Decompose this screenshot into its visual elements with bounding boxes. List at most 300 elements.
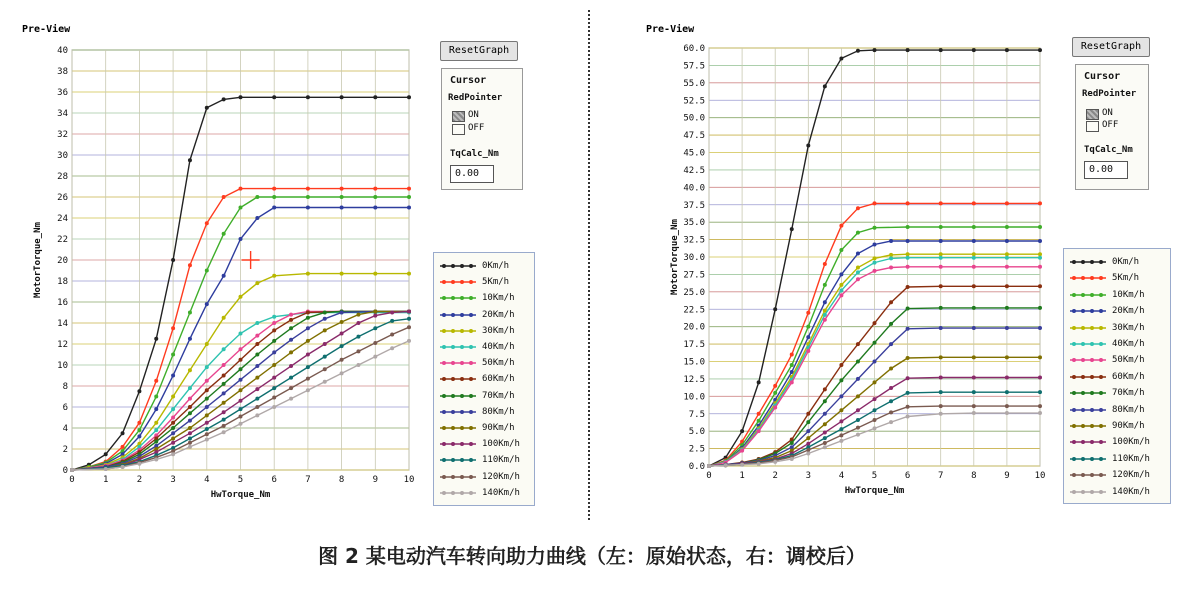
y-tick-label: 50.0 <box>683 113 705 124</box>
data-point <box>255 376 259 380</box>
data-point <box>373 355 377 359</box>
data-point <box>823 431 827 435</box>
data-point <box>972 201 976 205</box>
y-tick-label: 2.5 <box>688 444 705 455</box>
legend-label: 10Km/h <box>482 293 515 304</box>
data-point <box>407 195 411 199</box>
legend-item <box>1068 304 1174 318</box>
data-point <box>856 433 860 437</box>
legend-label: 30Km/h <box>482 325 515 336</box>
data-point <box>205 427 209 431</box>
data-point <box>323 380 327 384</box>
data-point <box>222 401 226 405</box>
legend-label: 120Km/h <box>1112 470 1150 481</box>
data-point <box>906 356 910 360</box>
data-point <box>356 335 360 339</box>
motor-torque-chart-right <box>592 0 1062 520</box>
data-point <box>222 195 226 199</box>
data-point <box>390 319 394 323</box>
y-tick-label: 4 <box>62 424 68 434</box>
legend-item <box>1068 370 1174 384</box>
legend-label: 90Km/h <box>1112 421 1145 431</box>
data-point <box>972 265 976 269</box>
legend-item <box>1068 337 1174 351</box>
data-point <box>188 158 192 162</box>
legend-item <box>438 421 538 435</box>
data-point <box>757 380 761 384</box>
data-point <box>773 460 777 464</box>
data-point <box>823 445 827 449</box>
data-point <box>407 309 411 313</box>
x-tick-label: 0 <box>69 475 75 485</box>
legend-label: 110Km/h <box>1112 453 1150 464</box>
data-point <box>1005 201 1009 205</box>
legend-label: 40Km/h <box>482 342 515 352</box>
legend-item <box>438 486 538 500</box>
data-point <box>306 388 310 392</box>
data-point <box>906 405 910 409</box>
y-tick-label: 10.0 <box>683 392 705 403</box>
legend-item <box>1068 452 1174 466</box>
red-pointer-off-radio[interactable] <box>452 124 465 135</box>
legend-label: 100Km/h <box>482 439 520 450</box>
data-point <box>306 206 310 210</box>
legend-label: 70Km/h <box>1112 388 1145 399</box>
motor-torque-chart-left <box>0 0 430 520</box>
data-point <box>407 325 411 329</box>
data-point <box>1005 306 1009 310</box>
data-point <box>906 256 910 260</box>
data-point <box>889 386 893 390</box>
legend-swatch <box>1068 421 1108 431</box>
legend-item <box>438 356 538 370</box>
legend-label: 140Km/h <box>482 487 520 498</box>
x-tick-label: 3 <box>805 471 812 481</box>
data-point <box>289 338 293 342</box>
x-tick-label: 7 <box>937 471 944 481</box>
y-tick-label: 28 <box>57 172 68 182</box>
data-point <box>154 379 158 383</box>
data-point <box>873 261 877 265</box>
chart-panel-right <box>592 0 1062 520</box>
data-point <box>972 306 976 310</box>
data-point <box>239 358 243 362</box>
data-point <box>188 263 192 267</box>
data-point <box>205 379 209 383</box>
data-point <box>289 386 293 390</box>
data-point <box>806 349 810 353</box>
data-point <box>188 405 192 409</box>
data-point <box>790 353 794 357</box>
data-point <box>806 144 810 148</box>
data-point <box>222 382 226 386</box>
data-point <box>289 313 293 317</box>
data-point <box>939 239 943 243</box>
legend-item <box>1068 386 1174 400</box>
data-point <box>839 433 843 437</box>
y-axis-label: MotorTorque_Nm <box>670 219 680 295</box>
data-point <box>856 231 860 235</box>
y-tick-label: 55.0 <box>683 78 705 89</box>
data-point <box>188 419 192 423</box>
data-point <box>171 441 175 445</box>
red-pointer-on-radio[interactable] <box>452 111 465 122</box>
data-point <box>889 366 893 370</box>
data-point <box>188 441 192 445</box>
data-point <box>889 399 893 403</box>
data-point <box>823 84 827 88</box>
data-point <box>222 232 226 236</box>
data-point <box>171 437 175 441</box>
data-point <box>790 445 794 449</box>
data-point <box>773 405 777 409</box>
reset-graph-button-right[interactable]: ResetGraph <box>1072 37 1150 57</box>
off-label: OFF <box>468 123 485 133</box>
data-point <box>171 421 175 425</box>
data-point <box>972 355 976 359</box>
data-point <box>154 407 158 411</box>
data-point <box>823 313 827 317</box>
data-point <box>171 258 175 262</box>
data-point <box>939 225 943 229</box>
data-point <box>939 326 943 330</box>
y-tick-label: 6 <box>62 403 68 413</box>
legend-label: 30Km/h <box>1112 322 1145 333</box>
x-tick-label: 5 <box>871 471 878 481</box>
data-point <box>205 302 209 306</box>
data-point <box>806 451 810 455</box>
data-point <box>972 376 976 380</box>
data-point <box>839 427 843 431</box>
data-point <box>239 295 243 299</box>
data-point <box>373 314 377 318</box>
preview-label-left: Pre-View <box>22 24 71 35</box>
data-point <box>1005 239 1009 243</box>
data-point <box>137 462 141 466</box>
data-point <box>856 394 860 398</box>
legend-swatch <box>438 261 478 271</box>
data-point <box>806 436 810 440</box>
data-point <box>323 367 327 371</box>
x-tick-label: 2 <box>136 475 143 485</box>
legend-swatch <box>1068 290 1108 300</box>
data-point <box>255 281 259 285</box>
data-point <box>939 404 943 408</box>
x-tick-label: 3 <box>170 475 176 485</box>
data-point <box>806 429 810 433</box>
data-point <box>222 316 226 320</box>
y-tick-label: 16 <box>57 298 68 308</box>
data-point <box>289 397 293 401</box>
data-point <box>121 465 125 469</box>
data-point <box>272 350 276 354</box>
data-point <box>790 363 794 367</box>
tqcalc-input-right[interactable]: 0.00 <box>1084 161 1128 179</box>
data-point <box>873 226 877 230</box>
legend-left <box>433 252 535 506</box>
data-point <box>154 395 158 399</box>
data-point <box>205 397 209 401</box>
data-point <box>306 95 310 99</box>
data-point <box>1038 284 1042 288</box>
legend-swatch <box>1068 372 1108 382</box>
legend-item <box>438 389 538 403</box>
data-point <box>272 321 276 325</box>
data-point <box>757 429 761 433</box>
x-tick-label: 8 <box>338 475 345 485</box>
legend-swatch <box>438 342 478 352</box>
legend-swatch <box>1068 257 1108 267</box>
data-point <box>873 426 877 430</box>
x-tick-label: 1 <box>739 471 745 481</box>
data-point <box>323 311 327 315</box>
data-point <box>188 411 192 415</box>
data-point <box>889 265 893 269</box>
data-point <box>188 445 192 449</box>
y-tick-label: 60.0 <box>683 44 705 54</box>
legend-label: 5Km/h <box>1112 273 1140 284</box>
data-point <box>340 358 344 362</box>
data-point <box>104 452 108 456</box>
data-point <box>171 426 175 430</box>
legend-swatch <box>1068 306 1108 316</box>
legend-item <box>1068 485 1174 499</box>
data-point <box>939 256 943 260</box>
legend-swatch <box>1068 339 1108 349</box>
data-point <box>906 376 910 380</box>
data-point <box>222 410 226 414</box>
data-point <box>255 387 259 391</box>
data-point <box>1038 265 1042 269</box>
legend-item <box>1068 403 1174 417</box>
y-tick-label: 20.0 <box>683 322 705 333</box>
data-point <box>889 256 893 260</box>
y-tick-label: 22.5 <box>683 305 705 316</box>
legend-swatch <box>438 455 478 465</box>
legend-label: 40Km/h <box>1112 339 1145 349</box>
y-tick-label: 17.5 <box>683 340 705 351</box>
data-point <box>239 407 243 411</box>
legend-item <box>438 275 538 289</box>
data-point <box>839 248 843 252</box>
data-point <box>154 440 158 444</box>
data-point <box>340 187 344 191</box>
legend-item <box>438 453 538 467</box>
data-point <box>790 441 794 445</box>
legend-right <box>1063 248 1171 504</box>
data-point <box>889 342 893 346</box>
data-point <box>757 419 761 423</box>
data-point <box>972 390 976 394</box>
legend-swatch <box>438 277 478 287</box>
legend-swatch <box>438 391 478 401</box>
legend-swatch <box>1068 405 1108 415</box>
y-tick-label: 40 <box>57 46 68 56</box>
data-point <box>340 332 344 336</box>
y-tick-label: 25.0 <box>683 287 705 298</box>
x-tick-label: 4 <box>838 471 845 481</box>
data-point <box>1038 306 1042 310</box>
data-point <box>1038 48 1042 52</box>
legend-swatch <box>438 407 478 417</box>
data-point <box>873 321 877 325</box>
data-point <box>1005 326 1009 330</box>
data-point <box>889 410 893 414</box>
data-point <box>407 272 411 276</box>
legend-label: 80Km/h <box>482 406 515 417</box>
data-point <box>222 274 226 278</box>
legend-label: 100Km/h <box>1112 437 1150 448</box>
data-point <box>205 365 209 369</box>
reset-graph-button[interactable]: ResetGraph <box>440 41 518 61</box>
data-point <box>1038 355 1042 359</box>
data-point <box>856 252 860 256</box>
data-point <box>906 265 910 269</box>
data-point <box>154 458 158 462</box>
data-point <box>407 187 411 191</box>
data-point <box>188 386 192 390</box>
data-point <box>171 374 175 378</box>
cursor-panel-right <box>1075 64 1149 190</box>
red-pointer-on-radio-right[interactable] <box>1086 109 1099 120</box>
y-tick-label: 42.5 <box>683 165 705 176</box>
data-point <box>289 350 293 354</box>
data-point <box>306 377 310 381</box>
data-point <box>906 307 910 311</box>
x-axis-label: HwTorque_Nm <box>844 486 905 496</box>
data-point <box>373 206 377 210</box>
data-point <box>939 376 943 380</box>
data-point <box>306 311 310 315</box>
data-point <box>939 48 943 52</box>
data-point <box>1038 390 1042 394</box>
data-point <box>839 378 843 382</box>
data-point <box>390 333 394 337</box>
data-point <box>272 386 276 390</box>
data-point <box>839 283 843 287</box>
data-point <box>1005 225 1009 229</box>
x-tick-label: 1 <box>102 475 109 485</box>
data-point <box>171 452 175 456</box>
data-point <box>272 95 276 99</box>
data-point <box>306 187 310 191</box>
data-point <box>239 347 243 351</box>
data-point <box>205 342 209 346</box>
data-point <box>205 421 209 425</box>
legend-item <box>438 372 538 386</box>
data-point <box>205 221 209 225</box>
data-point <box>806 420 810 424</box>
data-point <box>806 448 810 452</box>
y-tick-label: 26 <box>57 193 68 203</box>
data-point <box>289 376 293 380</box>
data-point <box>306 353 310 357</box>
data-point <box>873 48 877 52</box>
data-point <box>1005 256 1009 260</box>
data-point <box>272 363 276 367</box>
data-point <box>289 364 293 368</box>
tqcalc-input[interactable]: 0.00 <box>450 165 494 183</box>
data-point <box>873 418 877 422</box>
data-point <box>373 272 377 276</box>
data-point <box>306 272 310 276</box>
y-tick-label: 20 <box>57 256 68 266</box>
data-point <box>889 300 893 304</box>
data-point <box>323 342 327 346</box>
data-point <box>707 464 711 468</box>
y-tick-label: 30.0 <box>683 253 705 263</box>
x-axis-label: HwTorque_Nm <box>210 490 271 500</box>
data-point <box>222 391 226 395</box>
legend-label: 5Km/h <box>482 277 510 288</box>
tqcalc-label: TqCalc_Nm <box>450 149 499 159</box>
data-point <box>823 318 827 322</box>
data-point <box>856 377 860 381</box>
data-point <box>239 206 243 210</box>
legend-swatch <box>1068 487 1108 497</box>
data-point <box>806 442 810 446</box>
data-point <box>939 306 943 310</box>
data-point <box>306 316 310 320</box>
legend-swatch <box>1068 355 1108 365</box>
x-tick-label: 5 <box>237 475 244 485</box>
data-point <box>222 374 226 378</box>
data-point <box>272 187 276 191</box>
data-point <box>873 242 877 246</box>
data-point <box>188 397 192 401</box>
y-tick-label: 15.0 <box>683 357 705 368</box>
data-point <box>239 388 243 392</box>
data-point <box>373 95 377 99</box>
data-point <box>773 391 777 395</box>
data-point <box>757 462 761 466</box>
legend-swatch <box>1068 454 1108 464</box>
y-tick-label: 45.0 <box>683 148 705 159</box>
y-tick-label: 10 <box>57 361 68 371</box>
legend-label: 50Km/h <box>482 358 515 369</box>
data-point <box>806 335 810 339</box>
data-point <box>188 337 192 341</box>
legend-swatch <box>438 423 478 433</box>
cursor-panel <box>441 68 523 190</box>
data-point <box>823 283 827 287</box>
data-point <box>1038 404 1042 408</box>
data-point <box>188 311 192 315</box>
y-tick-label: 22 <box>57 235 68 245</box>
y-tick-label: 34 <box>57 109 68 119</box>
data-point <box>873 201 877 205</box>
data-point <box>823 399 827 403</box>
legend-item <box>438 405 538 419</box>
data-point <box>823 300 827 304</box>
data-point <box>839 272 843 276</box>
data-point <box>356 313 360 317</box>
data-point <box>972 252 976 256</box>
data-point <box>806 412 810 416</box>
chart-panel-left <box>0 0 430 520</box>
red-pointer-off-radio-right[interactable] <box>1086 121 1099 132</box>
data-point <box>839 419 843 423</box>
y-tick-label: 35.0 <box>683 218 705 229</box>
data-point <box>740 463 744 467</box>
legend-label: 70Km/h <box>482 390 515 401</box>
data-point <box>972 326 976 330</box>
data-point <box>407 339 411 343</box>
panel-divider <box>588 10 590 520</box>
data-point <box>1038 225 1042 229</box>
legend-item <box>1068 271 1174 285</box>
data-point <box>340 320 344 324</box>
